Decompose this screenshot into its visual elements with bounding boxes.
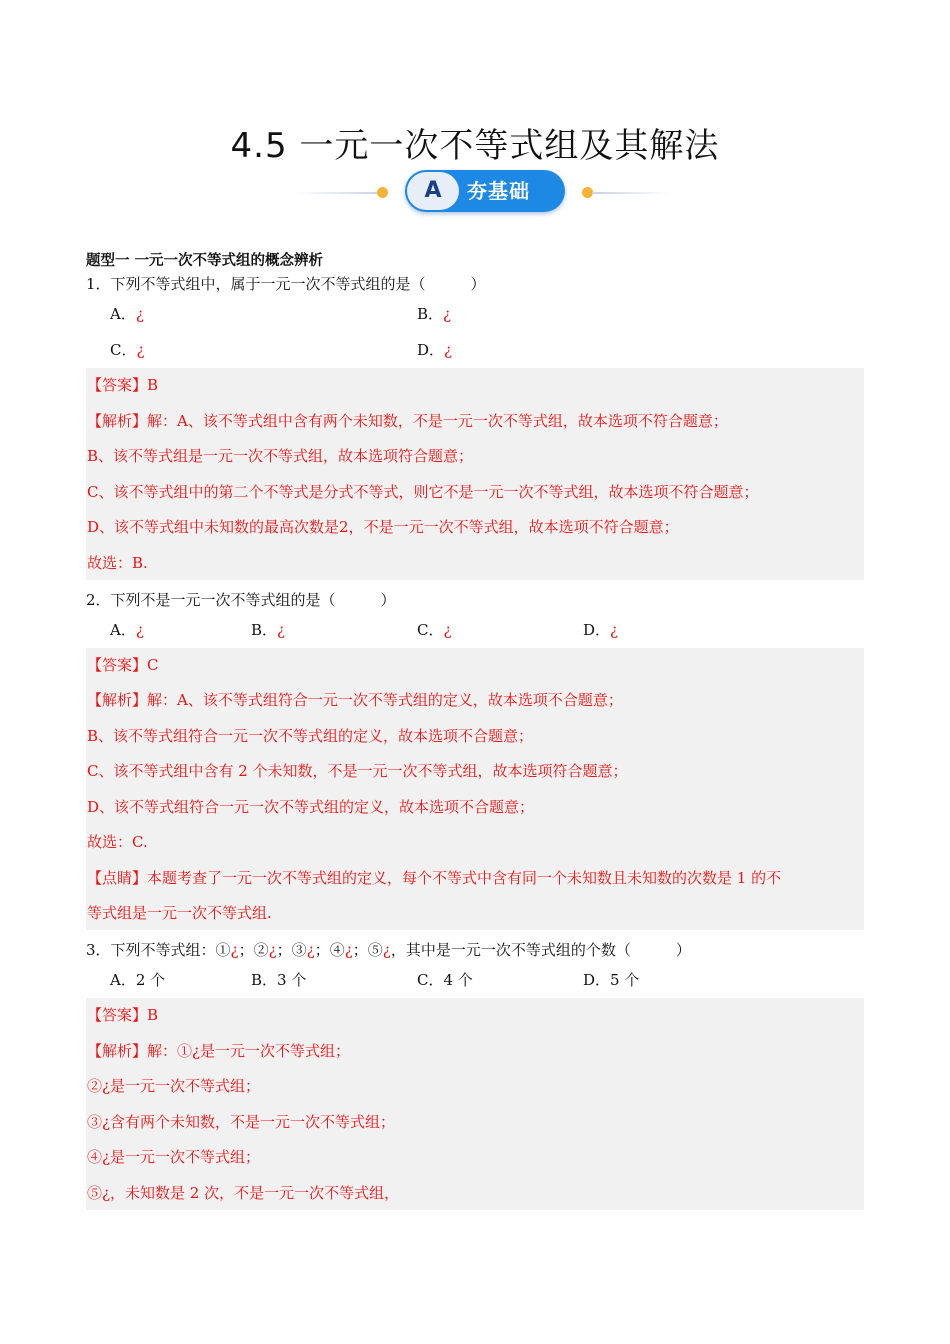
question-3-options — [86, 962, 864, 998]
q1-option-a: A．¿ — [110, 305, 144, 323]
q3-option-b: B．3 个 — [251, 971, 307, 989]
q1-option-d: D．¿ — [417, 341, 453, 359]
question-3-stem: 3．下列不等式组：①¿；②¿；③¿；④¿；⑤¿，其中是一元一次不等式组的个数（ ） — [86, 941, 691, 959]
q2-comment-line: 等式组是一元一次不等式组. — [87, 904, 272, 922]
question-1-answer-block — [86, 368, 864, 580]
q2-comment-line: 【点睛】本题考查了一元一次不等式组的定义，每个不等式中含有同一个未知数且未知数的次数是 1 的不 — [87, 868, 782, 887]
q1-analysis-line: D、该不等式组中未知数的最高次数是2，不是一元一次不等式组，故本选项不符合题意； — [87, 518, 679, 536]
q3-analysis-line: ②¿是一元一次不等式组； — [87, 1077, 261, 1095]
q2-answer: 【答案】C — [87, 655, 159, 674]
page-title: 4.5 一元一次不等式组及其解法 — [230, 126, 720, 166]
q3-option-a: A．2 个 — [110, 971, 166, 989]
q3-analysis-line: ④¿是一元一次不等式组； — [87, 1148, 261, 1166]
q2-option-a: A．¿ — [110, 620, 144, 639]
q1-option-b: B．¿ — [417, 305, 452, 323]
q3-analysis-line: ③¿含有两个未知数，不是一元一次不等式组； — [87, 1112, 396, 1131]
q1-answer: 【答案】B — [87, 376, 159, 394]
q2-option-d: D．¿ — [583, 620, 619, 639]
question-1-stem: 1．下列不等式组中，属于一元一次不等式组的是（ ） — [86, 275, 486, 293]
q2-analysis-line: B、该不等式组符合一元一次不等式组的定义，故本选项不合题意； — [87, 726, 534, 745]
level-badge — [405, 170, 565, 212]
question-2-answer-block — [86, 648, 864, 931]
level-letter: A — [407, 172, 459, 210]
document-body — [86, 250, 864, 1210]
q1-option-c: C．¿ — [110, 341, 145, 359]
q2-option-b: B．¿ — [251, 620, 286, 639]
q3-answer: 【答案】B — [87, 1006, 159, 1024]
dot-left-icon — [377, 187, 388, 198]
q2-analysis-line: 【解析】解：A、该不等式组符合一元一次不等式组的定义，故本选项不合题意； — [87, 691, 623, 709]
question-1-options-row1 — [86, 296, 864, 332]
q2-analysis-line: C、该不等式组中含有 2 个未知数，不是一元一次不等式组，故本选项符合题意； — [87, 762, 628, 780]
level-badge-row — [0, 170, 950, 212]
q2-analysis-line: D、该不等式组符合一元一次不等式组的定义，故本选项不合题意； — [87, 797, 535, 816]
question-2-stem: 2．下列不是一元一次不等式组的是（ ） — [86, 590, 396, 609]
q1-choice-line: 故选：B. — [87, 553, 148, 572]
q3-analysis-line: ⑤¿，未知数是 2 次，不是一元一次不等式组， — [87, 1183, 400, 1202]
divider-right — [592, 192, 672, 194]
q1-analysis-line: C、该不等式组中的第二个不等式是分式不等式，则它不是一元一次不等式组，故本选项不符合题意； — [87, 482, 759, 501]
q1-analysis-line: B、该不等式组是一元一次不等式组，故本选项符合题意； — [87, 447, 474, 465]
question-1-options-row2 — [86, 332, 864, 368]
q3-option-d: D．5 个 — [583, 971, 640, 989]
level-label: 夯基础 — [467, 179, 530, 203]
q2-choice-line: 故选：C. — [87, 833, 148, 851]
q3-option-c: C．4 个 — [417, 971, 473, 989]
question-3-answer-block — [86, 998, 864, 1210]
q1-analysis-line: 【解析】解：A、该不等式组中含有两个未知数，不是一元一次不等式组，故本选项不符合题意； — [87, 411, 728, 430]
divider-left — [292, 192, 380, 194]
section-heading: 题型一 一元一次不等式组的概念辨析 — [86, 253, 324, 269]
q2-option-c: C．¿ — [417, 620, 452, 639]
question-2-options — [86, 612, 864, 648]
q3-analysis-line: 【解析】解：①¿是一元一次不等式组； — [87, 1041, 351, 1060]
